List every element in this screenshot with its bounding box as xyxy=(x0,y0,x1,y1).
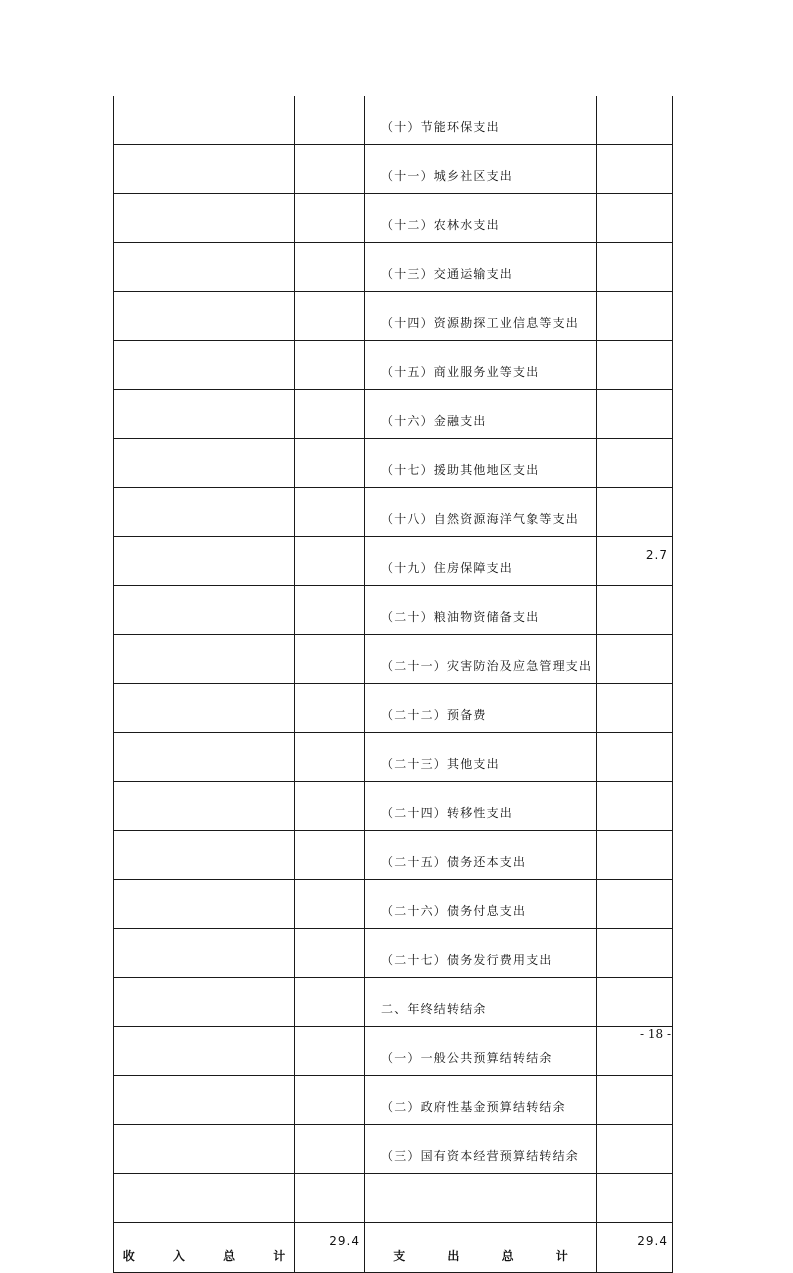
income-amount-cell xyxy=(295,1076,365,1125)
expense-item-cell: （二十六）债务付息支出 xyxy=(365,880,597,929)
table-row xyxy=(114,733,673,782)
expense-item-cell: （二十一）灾害防治及应急管理支出 xyxy=(365,635,597,684)
table-row xyxy=(114,586,673,635)
table-row xyxy=(114,390,673,439)
table-row xyxy=(114,439,673,488)
expense-item-cell: （十六）金融支出 xyxy=(365,390,597,439)
expense-item-cell: （十九）住房保障支出 xyxy=(365,537,597,586)
expense-total-label xyxy=(365,1223,597,1273)
table-row xyxy=(114,1174,673,1223)
income-amount-cell xyxy=(295,145,365,194)
income-item-cell xyxy=(114,782,295,831)
expense-amount-cell xyxy=(597,488,673,537)
expense-item-cell: （十二）农林水支出 xyxy=(365,194,597,243)
expense-item-cell: （二十七）债务发行费用支出 xyxy=(365,929,597,978)
expense-amount-cell xyxy=(597,733,673,782)
income-item-cell xyxy=(114,390,295,439)
income-amount-cell xyxy=(295,978,365,1027)
income-amount-cell xyxy=(295,831,365,880)
income-item-cell xyxy=(114,439,295,488)
table-row xyxy=(114,782,673,831)
income-item-cell xyxy=(114,635,295,684)
expense-amount-cell xyxy=(597,978,673,1027)
table-row xyxy=(114,929,673,978)
table-row xyxy=(114,635,673,684)
expense-item-cell: （二十五）债务还本支出 xyxy=(365,831,597,880)
expense-item-cell: （十八）自然资源海洋气象等支出 xyxy=(365,488,597,537)
expense-amount-cell xyxy=(597,929,673,978)
income-total-label xyxy=(114,1223,295,1273)
table-row xyxy=(114,341,673,390)
income-amount-cell xyxy=(295,243,365,292)
expense-item-cell: （二十）粮油物资储备支出 xyxy=(365,586,597,635)
page-number: - 18 - xyxy=(640,1027,672,1041)
table-row xyxy=(114,1076,673,1125)
income-amount-cell xyxy=(295,782,365,831)
income-amount-cell xyxy=(295,341,365,390)
expense-item-cell: （十三）交通运输支出 xyxy=(365,243,597,292)
table-row xyxy=(114,684,673,733)
income-item-cell xyxy=(114,586,295,635)
income-amount-cell xyxy=(295,194,365,243)
table-row xyxy=(114,243,673,292)
income-item-cell xyxy=(114,880,295,929)
income-item-cell xyxy=(114,292,295,341)
total-row xyxy=(114,1223,673,1273)
income-amount-cell xyxy=(295,880,365,929)
income-item-cell xyxy=(114,733,295,782)
expense-item-cell: （十四）资源勘探工业信息等支出 xyxy=(365,292,597,341)
table-row xyxy=(114,488,673,537)
income-amount-cell xyxy=(295,96,365,145)
expense-item-cell: 二、年终结转结余 xyxy=(365,978,597,1027)
income-item-cell xyxy=(114,96,295,145)
income-item-cell xyxy=(114,243,295,292)
expense-item-cell: （十一）城乡社区支出 xyxy=(365,145,597,194)
income-amount-cell xyxy=(295,1027,365,1076)
income-item-cell xyxy=(114,341,295,390)
income-amount-cell xyxy=(295,439,365,488)
expense-amount-cell xyxy=(597,390,673,439)
expense-amount-cell xyxy=(597,292,673,341)
income-amount-cell xyxy=(295,929,365,978)
income-item-cell xyxy=(114,1076,295,1125)
budget-table-body xyxy=(114,96,673,1273)
expense-amount-cell xyxy=(597,194,673,243)
table-row xyxy=(114,537,673,586)
income-amount-cell xyxy=(295,537,365,586)
expense-item-cell: （二十三）其他支出 xyxy=(365,733,597,782)
expense-total-label-text: 支 出 总 计 xyxy=(393,1249,568,1263)
expense-amount-cell xyxy=(597,439,673,488)
expense-item-cell: （三）国有资本经营预算结转结余 xyxy=(365,1125,597,1174)
expense-amount-cell xyxy=(597,586,673,635)
income-item-cell xyxy=(114,1027,295,1076)
table-row xyxy=(114,292,673,341)
expense-amount-cell xyxy=(597,880,673,929)
income-item-cell xyxy=(114,1125,295,1174)
income-amount-cell xyxy=(295,684,365,733)
income-amount-cell xyxy=(295,292,365,341)
income-item-cell xyxy=(114,194,295,243)
income-amount-cell xyxy=(295,586,365,635)
budget-table xyxy=(113,96,673,1273)
income-item-cell xyxy=(114,684,295,733)
expense-amount-cell xyxy=(597,1076,673,1125)
table-row xyxy=(114,194,673,243)
expense-amount-cell xyxy=(597,1174,673,1223)
expense-amount-cell xyxy=(597,145,673,194)
income-item-cell xyxy=(114,831,295,880)
expense-item-cell xyxy=(365,1174,597,1223)
table-row xyxy=(114,978,673,1027)
income-amount-cell xyxy=(295,733,365,782)
expense-amount-cell xyxy=(597,635,673,684)
expense-item-cell: （二十二）预备费 xyxy=(365,684,597,733)
income-total-value: 29.4 xyxy=(295,1223,365,1273)
expense-amount-cell xyxy=(597,1125,673,1174)
income-item-cell xyxy=(114,978,295,1027)
expense-amount-cell xyxy=(597,96,673,145)
table-row xyxy=(114,145,673,194)
expense-amount-cell xyxy=(597,243,673,292)
expense-item-cell: （十五）商业服务业等支出 xyxy=(365,341,597,390)
expense-amount-cell xyxy=(597,831,673,880)
expense-amount-cell xyxy=(597,684,673,733)
income-item-cell xyxy=(114,1174,295,1223)
income-amount-cell xyxy=(295,635,365,684)
income-total-label-text: 收 入 总 计 xyxy=(122,1249,286,1263)
expense-item-cell: （一）一般公共预算结转结余 xyxy=(365,1027,597,1076)
expense-amount-cell: 2.7 xyxy=(597,537,673,586)
income-item-cell xyxy=(114,929,295,978)
expense-amount-cell xyxy=(597,782,673,831)
income-amount-cell xyxy=(295,488,365,537)
expense-amount-cell xyxy=(597,341,673,390)
table-row xyxy=(114,880,673,929)
table-row xyxy=(114,1027,673,1076)
income-item-cell xyxy=(114,537,295,586)
income-item-cell xyxy=(114,488,295,537)
expense-item-cell: （十）节能环保支出 xyxy=(365,96,597,145)
table-row xyxy=(114,1125,673,1174)
income-item-cell xyxy=(114,145,295,194)
expense-total-value: 29.4 xyxy=(597,1223,673,1273)
income-amount-cell xyxy=(295,1174,365,1223)
expense-item-cell: （十七）援助其他地区支出 xyxy=(365,439,597,488)
income-amount-cell xyxy=(295,390,365,439)
expense-item-cell: （二十四）转移性支出 xyxy=(365,782,597,831)
table-row xyxy=(114,96,673,145)
income-amount-cell xyxy=(295,1125,365,1174)
expense-item-cell: （二）政府性基金预算结转结余 xyxy=(365,1076,597,1125)
table-row xyxy=(114,831,673,880)
